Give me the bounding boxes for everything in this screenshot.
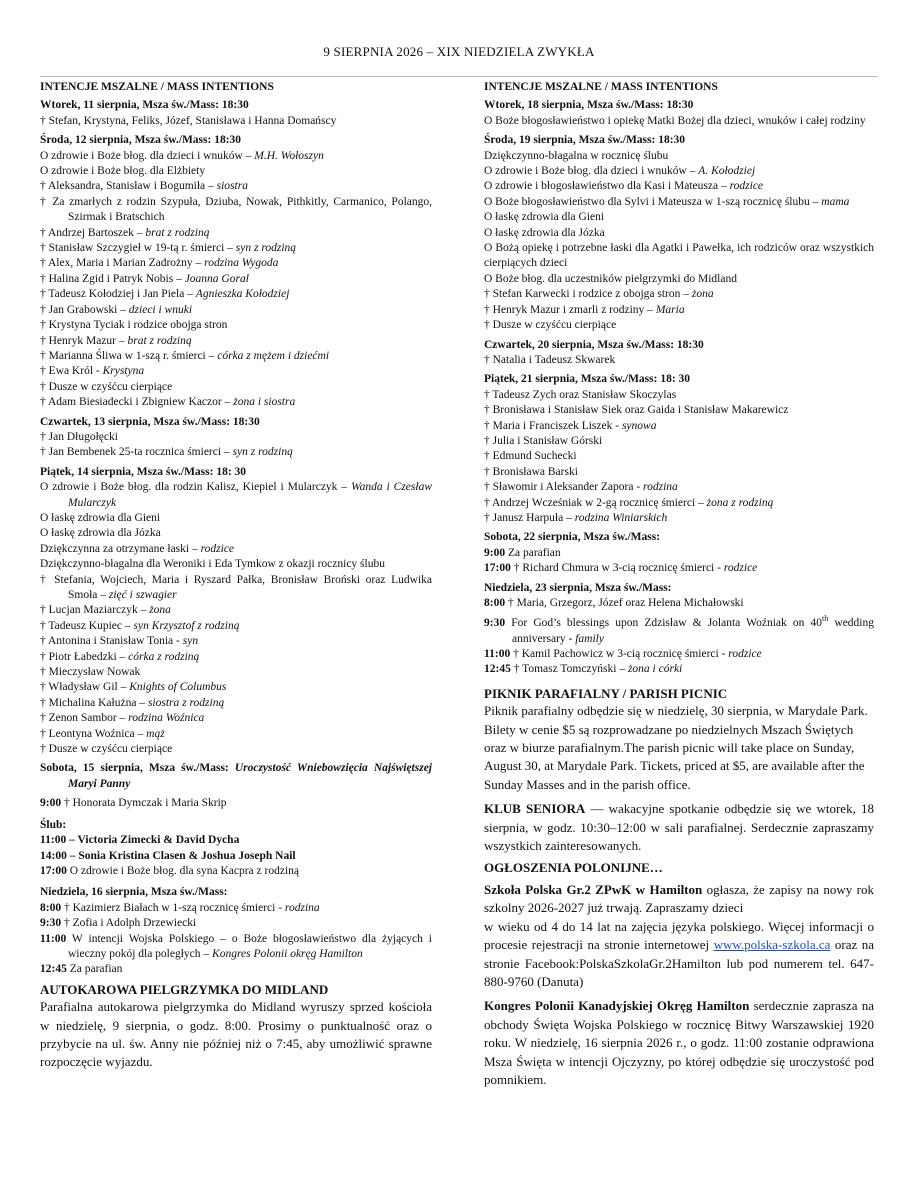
intention-line xyxy=(484,241,874,272)
day-block xyxy=(40,98,432,129)
intention-text: O zdrowie i Boże błog. dla Elżbiety xyxy=(40,165,206,178)
intention-text: Dziękczynna za otrzymane łaski – xyxy=(40,542,201,555)
intention-line xyxy=(40,114,432,129)
intention-text: † Natalia i Tadeusz Skwarek xyxy=(484,353,616,366)
congress-paragraph xyxy=(484,997,874,1089)
intention-line xyxy=(484,511,874,526)
intention-requester: rodzice xyxy=(729,180,764,193)
day-title xyxy=(40,761,432,792)
intention-line xyxy=(40,149,432,164)
intention-line xyxy=(40,380,432,395)
day-block xyxy=(484,372,874,526)
intention-requester: dzieci i wnuki xyxy=(128,303,193,316)
mass-time: 12:45 xyxy=(40,963,67,976)
intention-requester: synowa xyxy=(621,419,657,432)
day-block xyxy=(40,465,432,758)
day-title: Czwartek, 20 sierpnia, Msza św./Mass: 18:30 xyxy=(484,338,704,351)
intention-requester: brat z rodziną xyxy=(127,334,192,347)
intention-text: Za parafian xyxy=(66,963,123,976)
seniors-paragraph xyxy=(484,800,874,855)
intention-text: O Boże błog. dla uczestników pielgrzymki do Midland xyxy=(484,272,737,285)
intention-requester: żona i siostra xyxy=(233,396,296,409)
intention-line xyxy=(484,434,874,449)
day-title: Wtorek, 18 sierpnia, Msza św./Mass: 18:30 xyxy=(484,99,694,112)
intention-text: O zdrowie i Boże błog. dla dzieci i wnuków – xyxy=(484,165,699,178)
intention-requester: żona xyxy=(149,604,171,617)
intention-text: O łaskę zdrowia dla Józka xyxy=(40,527,161,540)
intention-text: † Henryk Mazur – xyxy=(40,334,128,347)
intention-text: † Dusze w czyśćcu cierpiące xyxy=(40,743,173,756)
day-title: Czwartek, 13 sierpnia, Msza św./Mass: 18:30 xyxy=(40,415,260,428)
intention-line xyxy=(484,149,874,164)
intention-line xyxy=(484,662,874,677)
day-title: Sobota, 22 sierpnia, Msza św./Mass: xyxy=(484,531,661,544)
sunday-block xyxy=(484,581,874,678)
intention-line xyxy=(40,727,432,742)
intention-line xyxy=(484,287,874,302)
day-block xyxy=(484,338,874,369)
intention-line xyxy=(484,164,874,179)
day-block xyxy=(484,133,874,333)
seniors-body: — wakacyjne spotkanie odbędzie się we wtorek, 18 sierpnia, w godz. 10:30–12:00 w sali parafialnej. Serdecznie zapraszamy wszystkich zainteresowanych. xyxy=(484,801,874,854)
intention-text: † Bronisława i Stanisław Siek oraz Gaida i Stanisław Makarewicz xyxy=(484,404,789,417)
intention-line xyxy=(484,647,874,662)
intention-line xyxy=(484,561,874,576)
school-body-1: ogłasza, że zapisy na nowy rok szkolny 2026-2027 już trwają. Zapraszamy dzieci xyxy=(484,881,874,916)
intention-line xyxy=(484,496,874,511)
intention-line xyxy=(40,303,432,318)
intention-line xyxy=(40,195,432,226)
left-column xyxy=(40,80,432,1076)
mass-time: 17:00 xyxy=(484,562,511,575)
intention-line xyxy=(484,353,874,368)
intention-text: † Stanisław Szczygieł w 19-tą r. śmierci – xyxy=(40,242,236,255)
intention-requester: rodzice xyxy=(728,648,762,661)
intention-text: † Za zmarłych z rodzin Szypuła, Dziuba, Nowak, Pithkitly, Carmanico, Polango, Szirmak i Bratschich xyxy=(40,195,432,224)
intention-requester: M.H. Wołoszyn xyxy=(254,149,324,162)
weddings-block xyxy=(40,818,432,880)
intention-text: † Michalina Kałużna – xyxy=(40,696,148,709)
intention-line xyxy=(40,364,432,379)
intention-requester: Krystyna xyxy=(102,365,145,378)
intention-text: O Boże błogosławieństwo i opiekę Matki Bożej dla dzieci, wnuków i całej rodziny xyxy=(484,114,866,127)
intention-text: † Henryk Mazur i zmarli z rodziny – xyxy=(484,303,656,316)
mass-time: 9:30 xyxy=(484,617,506,630)
right-days xyxy=(484,98,874,526)
intention-requester: córka z rodziną xyxy=(128,650,200,663)
intention-text: O zdrowie i błogosławieństwo dla Kasi i Mateusza – xyxy=(484,180,730,193)
intention-text: † Edmund Suchecki xyxy=(484,450,577,463)
day-title: Środa, 12 sierpnia, Msza św./Mass: 18:30 xyxy=(40,134,242,147)
intention-text: † Stefania, Wojciech, Maria i Ryszard Pałka, Bronisław Broński oraz Ludwika Smoła – xyxy=(40,573,432,601)
intention-requester: rodzina xyxy=(284,901,320,914)
intention-text: † Richard Chmura w 3-cią rocznicę śmierci - xyxy=(510,562,724,575)
intention-line xyxy=(484,318,874,333)
intention-text: † Julia i Stanisław Górski xyxy=(484,434,603,447)
intention-line xyxy=(40,650,432,665)
intention-text: † Andrzej Wcześniak w 2-gą rocznicę śmierci – xyxy=(484,496,707,509)
intention-requester: brat z rodziną xyxy=(145,226,210,239)
intention-text: † Tomasz Tomczyński – xyxy=(510,663,628,676)
intention-text: † Halina Zgid i Patryk Nobis – xyxy=(40,272,185,285)
intention-text: † Piotr Łabedzki – xyxy=(40,650,129,663)
day-title-a: Sobota, 15 sierpnia, Msza św./Mass: xyxy=(40,762,235,775)
mass-intentions-heading: INTENCJE MSZALNE / MASS INTENTIONS xyxy=(484,81,718,93)
intention-line xyxy=(40,334,432,349)
intention-text: † Sławomir i Aleksander Zapora - xyxy=(484,481,644,494)
intention-line xyxy=(40,395,432,410)
intention-requester: Kongres Polonii okręg Hamilton xyxy=(212,947,363,960)
intention-requester: rodzina Woźnica xyxy=(128,712,205,725)
intention-line xyxy=(40,272,432,287)
intention-text: O zdrowie i Boże błog. dla dzieci i wnuków – xyxy=(40,149,255,162)
intention-line xyxy=(40,573,432,604)
sunday-block xyxy=(40,885,432,977)
intention-line xyxy=(40,256,432,271)
intention-line xyxy=(40,542,432,557)
intention-line xyxy=(484,611,874,647)
intention-text: † Zenon Sambor – xyxy=(40,712,129,725)
intention-line xyxy=(40,833,432,848)
intention-line xyxy=(40,164,432,179)
intention-requester: zięć i szwagier xyxy=(108,589,177,601)
intention-requester: syn z rodziną xyxy=(232,446,293,459)
intention-text-cont: wedding anniversary - xyxy=(512,617,874,645)
intention-line xyxy=(40,557,432,572)
mass-time: 9:00 xyxy=(484,546,506,559)
saturday-block xyxy=(484,530,874,576)
day-block xyxy=(484,98,874,129)
school-body-3: oraz na stronie Facebook:PolskaSzkolaGr.2Hamilton lub pod numerem tel. 647-880-9760 (Danuta) xyxy=(484,937,874,989)
intention-text: † Bronisława Barski xyxy=(484,465,578,478)
intention-requester: Joanna Goral xyxy=(184,272,249,285)
intention-text: † Stefan Karwecki i rodzice z obojga stron – xyxy=(484,288,692,301)
intention-line xyxy=(40,318,432,333)
intention-text: O zdrowie i Boże błog. dla rodzin Kalisz, Kiepiel i Mularczyk – xyxy=(40,481,352,494)
intention-requester: Knights of Columbus xyxy=(129,681,227,694)
mass-time: 14:00 xyxy=(40,849,67,862)
intention-requester: A. Kołodziej xyxy=(698,165,756,178)
intention-text: Za parafian xyxy=(505,546,561,559)
intention-text: † Andrzej Bartoszek – xyxy=(40,226,146,239)
intention-text: – Sonia Kristina Clasen & Joshua Joseph Nail xyxy=(66,849,296,862)
picnic-title: PIKNIK PARAFIALNY / PARISH PICNIC xyxy=(484,685,728,701)
intention-requester: Agnieszka Kołodziej xyxy=(195,288,290,301)
intention-requester: syn xyxy=(182,635,199,648)
intention-text: † Lucjan Maziarczyk – xyxy=(40,604,150,617)
intention-line xyxy=(40,742,432,757)
left-days xyxy=(40,98,432,757)
intention-text: W intencji Wojska Polskiego – o Boże błogosławieństwo dla żyjących i wieczny pokój dla poległych – xyxy=(66,932,432,960)
intention-line xyxy=(40,932,432,963)
intention-line xyxy=(40,430,432,445)
intention-text: † Stefan, Krystyna, Feliks, Józef, Stanisława i Hanna Domańscy xyxy=(40,114,337,127)
intention-line xyxy=(40,916,432,931)
intention-line xyxy=(40,480,432,511)
intention-line xyxy=(484,403,874,418)
intention-text: Dziękczynno-błagalna w rocznicę ślubu xyxy=(484,149,669,162)
intention-text: † Mieczysław Nowak xyxy=(40,666,141,679)
intention-text: † Kazimierz Białach w 1-szą rocznicę śmierci - xyxy=(61,901,285,914)
intention-line xyxy=(484,388,874,403)
mass-time: 9:00 xyxy=(40,797,62,810)
intention-line xyxy=(484,419,874,434)
intention-line xyxy=(484,546,874,561)
intention-line xyxy=(40,526,432,541)
intention-requester: siostra xyxy=(216,180,248,193)
intention-requester: siostra z rodziną xyxy=(147,696,225,709)
feast-name: Uroczystość Wniebowzięcia Najświętszej Maryi Panny xyxy=(68,762,432,790)
intention-text: † Ewa Król - xyxy=(40,365,103,378)
day-block xyxy=(40,133,432,410)
weddings-title: Ślub: xyxy=(40,818,67,831)
intention-requester: Wanda i Czesław Mularczyk xyxy=(68,481,433,509)
polonia-title: OGŁOSZENIA POLONIJNE… xyxy=(484,859,663,875)
intention-text: O Bożą opiekę i potrzebne łaski dla Agatki i Pawełka, ich rodziców oraz wszystkich cierpiących dzieci xyxy=(484,242,874,270)
intention-text: † Marianna Śliwa w 1-szą r. śmierci – xyxy=(40,349,218,362)
intention-requester: rodzice xyxy=(200,542,235,555)
mass-time: 8:00 xyxy=(40,901,62,914)
intention-requester: żona z rodziną xyxy=(706,496,774,509)
intention-requester: syn Krzysztof z rodziną xyxy=(133,619,240,632)
intention-line xyxy=(484,303,874,318)
intention-line xyxy=(484,272,874,287)
day-title: Niedziela, 23 sierpnia, Msza św./Mass: xyxy=(484,581,672,594)
school-body-2: w wieku od 4 do 14 lat na zajęcia języka polskiego. Więcej informacji o procesie rejestracji na stronie internetowej xyxy=(484,918,874,953)
intention-line xyxy=(40,711,432,726)
intention-text: † Jan Długołęcki xyxy=(40,430,118,443)
ordinal-suffix: th xyxy=(822,614,829,624)
intention-text: † Tadeusz Kołodziej i Jan Piela – xyxy=(40,288,196,301)
intention-text: † Alex, Maria i Marian Zadrożny – xyxy=(40,257,205,270)
intention-line xyxy=(40,241,432,256)
intention-line xyxy=(484,480,874,495)
intention-requester: Maria xyxy=(655,303,685,316)
day-title: Piątek, 14 sierpnia, Msza św./Mass: 18: 30 xyxy=(40,465,247,478)
intention-text: † Aleksandra, Stanisław i Bogumiła – xyxy=(40,180,217,193)
intention-line xyxy=(40,665,432,680)
intention-text: † Adam Biesiadecki i Zbigniew Kaczor – xyxy=(40,396,234,409)
intention-requester: syn z rodziną xyxy=(235,242,297,255)
seniors-title: KLUB SENIORA xyxy=(484,801,586,817)
right-column xyxy=(484,80,874,1093)
intention-line xyxy=(484,596,874,611)
intention-requester: rodzina xyxy=(643,481,678,494)
intention-text: O Boże błogosławieństwo dla Sylvi i Mateusza w 1-szą rocznicę ślubu – xyxy=(484,195,822,208)
intention-text: O łaskę zdrowia dla Gieni xyxy=(484,211,605,224)
intention-text: Dziękczynno-błagalna dla Weroniki i Eda Tymkow z okazji rocznicy ślubu xyxy=(40,558,385,571)
intention-requester: mąż xyxy=(146,727,165,740)
intention-line xyxy=(40,226,432,241)
intention-requester: rodzice xyxy=(723,562,758,575)
mass-time: 12:45 xyxy=(484,663,511,676)
intention-line xyxy=(40,849,432,864)
intention-line xyxy=(40,619,432,634)
intention-line xyxy=(40,511,432,526)
intention-line xyxy=(40,179,432,194)
school-website-link[interactable]: www.polska-szkola.ca xyxy=(713,937,831,953)
intention-text: For God’s blessings upon Zdzisław & Jolanta Woźniak on 40 xyxy=(505,617,823,630)
intention-text: † Honorata Dymczak i Maria Skrip xyxy=(61,797,227,810)
pilgrimage-title: AUTOKAROWA PIELGRZYMKA DO MIDLAND xyxy=(40,981,329,997)
intention-line xyxy=(40,962,432,977)
intention-line xyxy=(484,465,874,480)
intention-line xyxy=(40,696,432,711)
intention-text: † Antonina i Stanisław Tonia - xyxy=(40,635,183,648)
intention-line xyxy=(484,449,874,464)
intention-text: † Dusze w czyśćcu cierpiące xyxy=(484,319,617,332)
intention-line xyxy=(484,226,874,241)
intention-line xyxy=(40,796,432,811)
intention-line xyxy=(40,287,432,302)
intention-line xyxy=(484,179,874,194)
intention-text: † Leontyna Woźnica – xyxy=(40,727,147,740)
mass-time: 9:30 xyxy=(40,917,62,930)
day-title: Wtorek, 11 sierpnia, Msza św./Mass: 18:30 xyxy=(40,99,249,112)
intention-requester: mama xyxy=(821,195,850,208)
congress-body: serdecznie zaprasza na obchody Święta Wojska Polskiego w rocznicę Bitwy Warszawskiej 1920 roku. W niedzielę, 16 sierpnia 2026 r., o godz. 11:00 zostanie odprawiona Msza Święta w intencji Ojczyzny, po której odbędzie się uroczystość pod pomnikiem. xyxy=(484,998,875,1087)
picnic-body: Piknik parafialny odbędzie się w niedzielę, 30 sierpnia, w Marydale Park. Bilety w cenie $5 są rozprowadzane po niedzielnych Mszach Świętych oraz w biurze parafialnym.The parish picnic will take place on Sunday, August 30, at Marydale Park. Tickets, priced at $5, are available after the Sunday Masses and in the parish office. xyxy=(484,703,868,792)
intention-text: † Janusz Harpuła – xyxy=(484,511,575,524)
intention-requester: rodzina Wygoda xyxy=(204,257,279,270)
intention-text: O zdrowie i Boże błog. dla syna Kacpra z rodziną xyxy=(66,864,299,877)
mass-time: 11:00 xyxy=(40,932,67,945)
page-header: 9 SIERPNIA 2026 – XIX NIEDZIELA ZWYKŁA xyxy=(323,44,595,59)
mass-time: 8:00 xyxy=(484,597,506,609)
mass-time: 11:00 xyxy=(484,648,511,661)
intention-text: † Władysław Gil – xyxy=(40,681,130,694)
intention-line xyxy=(484,114,874,129)
intention-text: O łaskę zdrowia dla Józka xyxy=(484,226,605,239)
intention-requester: żona xyxy=(691,288,714,301)
intention-text: † Kamil Pachowicz w 3-cią rocznicę śmierci - xyxy=(510,648,729,661)
day-title: Niedziela, 16 sierpnia, Msza św./Mass: xyxy=(40,886,228,899)
intention-text: † Krystyna Tyciak i rodzice obojga stron xyxy=(40,319,228,332)
intention-text: † Maria i Franciszek Liszek - xyxy=(484,419,622,432)
pilgrimage-body: Parafialna autokarowa pielgrzymka do Midland wyruszy sprzed kościoła w niedzielę, 9 sierpnia, o godz. 8:00. Prosimy o punktualność oraz o przybycie na ul. św. Anny nie później niż o 7:45, aby umożliwić sprawne rozpoczęcie wyjazdu. xyxy=(40,999,432,1070)
intention-text: O łaskę zdrowia dla Gieni xyxy=(40,511,161,524)
intention-text: † Dusze w czyśćcu cierpiące xyxy=(40,380,173,393)
day-block xyxy=(40,415,432,461)
intention-text: † Maria, Grzegorz, Józef oraz Helena Michałowski xyxy=(505,597,744,609)
intention-text: † Jan Grabowski – xyxy=(40,303,129,316)
intention-line xyxy=(40,603,432,618)
intention-line xyxy=(484,195,874,210)
intention-line xyxy=(40,445,432,460)
intention-text: † Jan Bembenek 25-ta rocznica śmierci – xyxy=(40,446,233,459)
intention-text: † Zofia i Adolph Drzewiecki xyxy=(61,917,197,930)
mass-time: 17:00 xyxy=(40,864,67,877)
intention-requester: córka z mężem i dziećmi xyxy=(217,349,330,362)
intention-text: – Victoria Zimecki & David Dycha xyxy=(66,834,240,847)
saturday-block xyxy=(40,761,432,811)
intention-text: † Tadeusz Kupiec – xyxy=(40,619,134,632)
congress-name: Kongres Polonii Kanadyjskiej Okręg Hamilton xyxy=(484,998,750,1014)
intention-line xyxy=(40,349,432,364)
intention-requester: żona i córki xyxy=(627,663,683,676)
day-title: Piątek, 21 sierpnia, Msza św./Mass: 18: 30 xyxy=(484,373,691,386)
school-paragraph xyxy=(484,881,874,991)
intention-line xyxy=(40,634,432,649)
day-title: Środa, 19 sierpnia, Msza św./Mass: 18:30 xyxy=(484,134,686,147)
intention-text: † Tadeusz Zych oraz Stanisław Skoczylas xyxy=(484,388,677,401)
intention-line xyxy=(40,864,432,879)
header-divider xyxy=(40,76,878,77)
mass-time: 11:00 xyxy=(40,834,67,847)
intention-requester: rodzina Winiarskich xyxy=(574,511,668,524)
intention-line xyxy=(40,680,432,695)
intention-line xyxy=(484,210,874,225)
school-name: Szkoła Polska Gr.2 ZPwK w Hamilton xyxy=(484,881,703,897)
intention-line xyxy=(40,901,432,916)
mass-intentions-heading: INTENCJE MSZALNE / MASS INTENTIONS xyxy=(40,81,274,93)
intention-requester: family xyxy=(575,632,604,645)
